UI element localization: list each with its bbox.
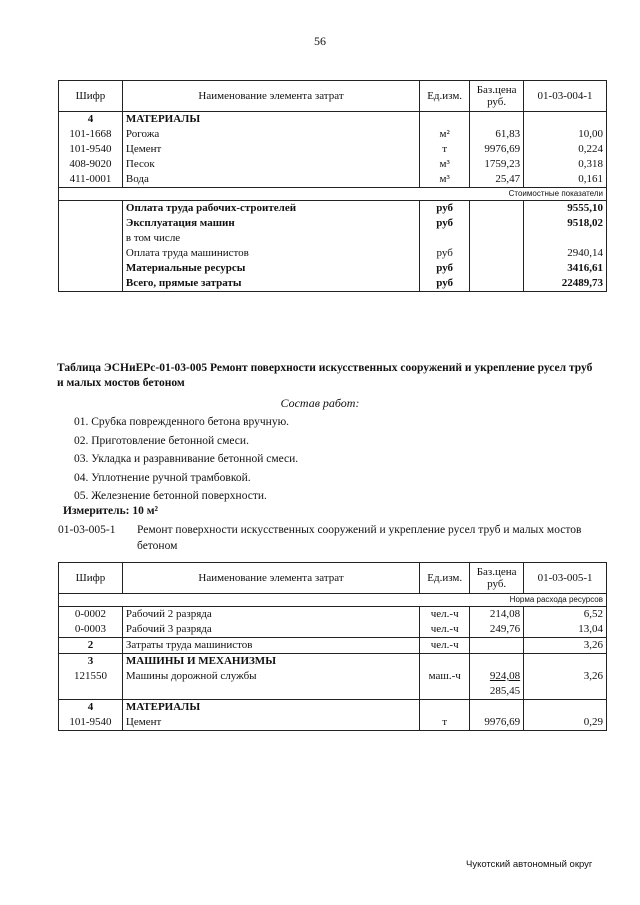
table-row xyxy=(59,172,607,188)
table-row xyxy=(59,216,607,231)
cell-unit xyxy=(420,112,470,128)
cell-price: 9976,69 xyxy=(470,715,524,731)
cell-code: 4 xyxy=(59,700,123,716)
cell-code: 411-0001 xyxy=(59,172,123,188)
cell-name: МАТЕРИАЛЫ xyxy=(122,112,419,128)
cell-name: Цемент xyxy=(122,715,419,731)
cell-code xyxy=(59,276,123,292)
cell-value: 0,224 xyxy=(524,142,607,157)
cell-unit: руб xyxy=(420,261,470,276)
cell-unit: руб xyxy=(420,246,470,261)
table-title: Таблица ЭСНиЕРс-01-03-005 Ремонт поверхности искусственных сооружений и укрепление русел труб и малых мостов бетоном xyxy=(57,362,593,389)
cell-unit xyxy=(420,700,470,716)
cell-name: Материальные ресурсы xyxy=(122,261,419,276)
cell-value: 22489,73 xyxy=(524,276,607,292)
cell-name: Рогожа xyxy=(122,127,419,142)
cell-value: 3,26 xyxy=(524,638,607,654)
table-row xyxy=(59,261,607,276)
cell-unit: м³ xyxy=(420,157,470,172)
header-price: Баз.цена руб. xyxy=(470,81,524,112)
cell-value: 13,04 xyxy=(524,622,607,638)
separator-row xyxy=(59,188,607,201)
cell-price xyxy=(470,231,524,246)
header-code: Шифр xyxy=(59,563,123,594)
cell-code xyxy=(59,261,123,276)
measure-unit: Измеритель: 10 м² xyxy=(63,505,159,517)
footer-region: Чукотский автономный округ xyxy=(466,859,593,870)
table-row xyxy=(59,684,607,700)
table-row xyxy=(59,607,607,623)
separator-label: Стоимостные показатели xyxy=(59,188,607,201)
cell-price xyxy=(470,700,524,716)
header-unit: Ед.изм. xyxy=(420,81,470,112)
cell-unit: т xyxy=(420,715,470,731)
work-item: 05. Железнение бетонной поверхности. xyxy=(74,490,267,502)
table-row xyxy=(59,201,607,217)
work-item: 04. Уплотнение ручной трамбовкой. xyxy=(74,471,251,484)
table-row xyxy=(59,142,607,157)
cell-unit: руб xyxy=(420,201,470,217)
work-list xyxy=(74,413,298,506)
cell-code: 4 xyxy=(59,112,123,128)
cell-unit: м³ xyxy=(420,172,470,188)
cell-value: 9518,02 xyxy=(524,216,607,231)
cell-price: 924,08 xyxy=(470,669,524,684)
cell-price: 1759,23 xyxy=(470,157,524,172)
cell-unit xyxy=(420,684,470,700)
table-row xyxy=(59,112,607,128)
cell-price: 61,83 xyxy=(470,127,524,142)
cell-price xyxy=(470,261,524,276)
resource-table-2 xyxy=(58,562,607,731)
table-row xyxy=(59,622,607,638)
resource-table-1 xyxy=(58,80,607,292)
cell-code: 101-9540 xyxy=(59,715,123,731)
cell-code xyxy=(59,216,123,231)
cell-name xyxy=(122,684,419,700)
header-unit: Ед.изм. xyxy=(420,563,470,594)
cell-price: 25,47 xyxy=(470,172,524,188)
cell-unit: чел.-ч xyxy=(420,607,470,623)
cell-unit: маш.-ч xyxy=(420,669,470,684)
cell-name: Оплата труда машинистов xyxy=(122,246,419,261)
cell-value: 2940,14 xyxy=(524,246,607,261)
cell-code xyxy=(59,246,123,261)
separator-label: Норма расхода ресурсов xyxy=(59,594,607,607)
cell-price xyxy=(470,638,524,654)
table-row xyxy=(59,246,607,261)
cell-price xyxy=(470,112,524,128)
cell-code: 121550 xyxy=(59,669,123,684)
cell-name: Оплата труда рабочих-строителей xyxy=(122,201,419,217)
cell-price xyxy=(470,654,524,670)
cell-value xyxy=(524,654,607,670)
cell-unit: т xyxy=(420,142,470,157)
cell-unit: чел.-ч xyxy=(420,638,470,654)
cell-code: 101-9540 xyxy=(59,142,123,157)
cell-value xyxy=(524,700,607,716)
cell-code xyxy=(59,201,123,217)
header-name: Наименование элемента затрат xyxy=(122,81,419,112)
norm-description: Ремонт поверхности искусственных сооружений и укрепление русел труб и малых мостов бетоном xyxy=(137,524,582,552)
cell-name: Цемент xyxy=(122,142,419,157)
cell-code xyxy=(59,684,123,700)
cell-value: 9555,10 xyxy=(524,201,607,217)
cell-name: Рабочий 2 разряда xyxy=(122,607,419,623)
work-item: 02. Приготовление бетонной смеси. xyxy=(74,434,249,447)
cell-value: 0,318 xyxy=(524,157,607,172)
cell-name: Всего, прямые затраты xyxy=(122,276,419,292)
cell-value xyxy=(524,231,607,246)
cell-value: 0,29 xyxy=(524,715,607,731)
cell-unit xyxy=(420,654,470,670)
table-row xyxy=(59,700,607,716)
cell-unit: чел.-ч xyxy=(420,622,470,638)
header-price: Баз.цена руб. xyxy=(470,563,524,594)
cell-code: 101-1668 xyxy=(59,127,123,142)
cell-name: МАШИНЫ И МЕХАНИЗМЫ xyxy=(122,654,419,670)
cell-price: 249,76 xyxy=(470,622,524,638)
cell-code xyxy=(59,231,123,246)
cell-unit: руб xyxy=(420,276,470,292)
work-item: 01. Срубка поврежденного бетона вручную. xyxy=(74,416,290,428)
table-row xyxy=(59,715,607,731)
cell-name: Машины дорожной службы xyxy=(122,669,419,684)
cell-name: Рабочий 3 разряда xyxy=(122,622,419,638)
table-row xyxy=(59,276,607,292)
cell-name: Эксплуатация машин xyxy=(122,216,419,231)
separator-row xyxy=(59,594,607,607)
cell-unit: м² xyxy=(420,127,470,142)
table-row xyxy=(59,638,607,654)
table-row xyxy=(59,654,607,670)
table-row xyxy=(59,157,607,172)
cell-unit xyxy=(420,231,470,246)
table-row xyxy=(59,127,607,142)
cell-value: 3,26 xyxy=(524,669,607,684)
cell-price: 9976,69 xyxy=(470,142,524,157)
header-norm-code: 01-03-005-1 xyxy=(524,563,607,594)
cell-value: 3416,61 xyxy=(524,261,607,276)
cell-name: в том числе xyxy=(122,231,419,246)
header-norm-code: 01-03-004-1 xyxy=(524,81,607,112)
cell-value xyxy=(524,112,607,128)
cell-price: 214,08 xyxy=(470,607,524,623)
cell-name: Затраты труда машинистов xyxy=(122,638,419,654)
cell-code: 0-0003 xyxy=(59,622,123,638)
cell-name: МАТЕРИАЛЫ xyxy=(122,700,419,716)
cell-code: 2 xyxy=(59,638,123,654)
cell-price xyxy=(470,276,524,292)
header-code: Шифр xyxy=(59,81,123,112)
cell-price xyxy=(470,201,524,217)
table-row xyxy=(59,231,607,246)
cell-unit: руб xyxy=(420,216,470,231)
table-row xyxy=(59,669,607,684)
norm-code: 01-03-005-1 xyxy=(58,524,116,536)
cell-code: 0-0002 xyxy=(59,607,123,623)
cell-value xyxy=(524,684,607,700)
cell-name: Песок xyxy=(122,157,419,172)
cell-code: 3 xyxy=(59,654,123,670)
cell-price xyxy=(470,216,524,231)
cell-value: 10,00 xyxy=(524,127,607,142)
cell-value: 0,161 xyxy=(524,172,607,188)
work-item: 03. Укладка и разравнивание бетонной смеси. xyxy=(74,453,299,465)
page-number: 56 xyxy=(314,34,326,48)
header-name: Наименование элемента затрат xyxy=(122,563,419,594)
cell-code: 408-9020 xyxy=(59,157,123,172)
cell-name: Вода xyxy=(122,172,419,188)
cell-price xyxy=(470,246,524,261)
work-composition-label: Состав работ: xyxy=(280,396,360,410)
cell-value: 6,52 xyxy=(524,607,607,623)
cell-price: 285,45 xyxy=(470,684,524,700)
